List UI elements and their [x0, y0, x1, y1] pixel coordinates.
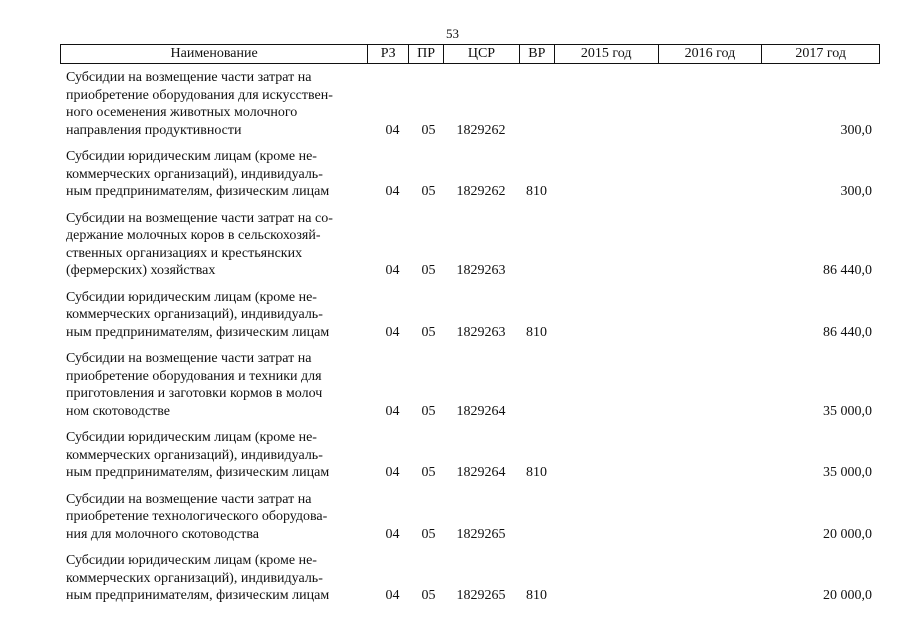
- row-name-line: ным предпринимателям, физическим лицам: [66, 588, 330, 603]
- row-pr: 05: [421, 122, 436, 138]
- page-number: 53: [446, 26, 459, 41]
- header-2015: 2015 год: [554, 45, 658, 63]
- row-name: [60, 210, 367, 280]
- header-2016: 2016 год: [658, 45, 762, 63]
- row-vr: 810: [526, 324, 547, 340]
- row-name-line: коммерческих организаций), индивидуаль-: [66, 447, 323, 463]
- row-csr: 1829264: [456, 465, 506, 480]
- row-pr: 05: [421, 403, 436, 419]
- row-name-line: коммерческих организаций), индивидуаль-: [66, 307, 323, 322]
- budget-table: [60, 44, 880, 614]
- row-name-line: ным предпринимателям, физическим лицам: [66, 184, 330, 199]
- row-name-line: держание молочных коров в сельскохозяй-: [66, 228, 321, 243]
- row-rz: 04: [385, 588, 400, 603]
- header-2017: 2017 год: [761, 45, 879, 63]
- row-y2017: 20 000,0: [823, 526, 872, 542]
- row-rz: 04: [385, 263, 400, 278]
- row-name-line: приобретение технологического оборудова-: [66, 509, 328, 524]
- header-vr: ВР: [519, 45, 554, 63]
- row-name-line: Субсидии юридическим лицам (кроме не-: [66, 430, 317, 445]
- row-name: [60, 429, 367, 482]
- row-pr: 05: [421, 263, 436, 278]
- row-y2017: 35 000,0: [823, 465, 872, 480]
- table-row: [60, 148, 880, 201]
- table-row: [60, 429, 880, 482]
- row-rz: 04: [385, 465, 400, 480]
- row-name: [60, 552, 367, 605]
- row-y2017: 86 440,0: [823, 324, 872, 340]
- row-y2017: 86 440,0: [823, 263, 872, 278]
- row-rz: 04: [385, 122, 400, 138]
- row-csr: 1829263: [456, 324, 506, 340]
- table-row: [60, 350, 880, 420]
- row-name-line: Субсидии на возмещение части затрат на: [66, 351, 312, 366]
- row-vr: 810: [526, 588, 547, 603]
- row-name-line: приобретение оборудования и техники для: [66, 368, 322, 384]
- row-csr: 1829264: [456, 403, 506, 419]
- header-name: Наименование: [170, 46, 258, 61]
- table-row: [60, 69, 880, 139]
- row-rz: 04: [385, 324, 400, 340]
- row-name-line: ном скотоводстве: [66, 403, 170, 419]
- row-rz: 04: [385, 526, 400, 542]
- row-y2017: 300,0: [840, 184, 872, 199]
- table-row: [60, 289, 880, 342]
- row-csr: 1829265: [456, 526, 506, 542]
- row-name-line: приобретение оборудования для искусствен-: [66, 87, 333, 103]
- row-name-line: (фермерских) хозяйствах: [66, 263, 216, 278]
- row-rz: 04: [385, 403, 400, 419]
- row-name-line: приготовления и заготовки кормов в молоч: [66, 386, 323, 401]
- row-pr: 05: [421, 465, 436, 480]
- row-y2017: 35 000,0: [823, 403, 872, 419]
- row-name: [60, 491, 367, 544]
- table-header: [60, 44, 880, 64]
- table-row: [60, 491, 880, 544]
- header-pr: ПР: [408, 45, 443, 63]
- row-y2017: 300,0: [840, 122, 872, 138]
- row-pr: 05: [421, 588, 436, 603]
- row-name-line: ния для молочного скотоводства: [66, 526, 259, 542]
- header-csr: ЦСР: [443, 45, 519, 63]
- row-csr: 1829263: [456, 263, 506, 278]
- row-vr: 810: [526, 184, 547, 199]
- row-name: [60, 69, 367, 139]
- table-body: [60, 69, 880, 605]
- row-name-line: Субсидии на возмещение части затрат на: [66, 491, 312, 507]
- table-row: [60, 210, 880, 280]
- row-csr: 1829262: [456, 122, 506, 138]
- row-name-line: Субсидии юридическим лицам (кроме не-: [66, 553, 317, 568]
- row-name: [60, 350, 367, 420]
- row-name-line: направления продуктивности: [66, 122, 242, 138]
- row-vr: 810: [526, 465, 547, 480]
- row-pr: 05: [421, 526, 436, 542]
- row-csr: 1829262: [456, 184, 506, 199]
- row-y2017: 20 000,0: [823, 588, 872, 603]
- row-name-line: ным предпринимателям, физическим лицам: [66, 324, 330, 340]
- row-name-line: коммерческих организаций), индивидуаль-: [66, 166, 323, 182]
- row-name-line: ного осеменения животных молочного: [66, 105, 298, 120]
- row-name: [60, 148, 367, 201]
- row-name-line: ным предпринимателям, физическим лицам: [66, 465, 330, 480]
- row-rz: 04: [385, 184, 400, 199]
- row-name-line: ственных организациях и крестьянских: [66, 245, 303, 261]
- row-pr: 05: [421, 324, 436, 340]
- row-pr: 05: [421, 184, 436, 199]
- row-name-line: Субсидии юридическим лицам (кроме не-: [66, 149, 317, 164]
- row-name-line: Субсидии на возмещение части затрат на: [66, 70, 312, 85]
- row-name-line: коммерческих организаций), индивидуаль-: [66, 570, 323, 586]
- header-rz: РЗ: [367, 45, 408, 63]
- row-csr: 1829265: [456, 588, 506, 603]
- row-name-line: Субсидии на возмещение части затрат на со-: [66, 210, 333, 226]
- row-name-line: Субсидии юридическим лицам (кроме не-: [66, 289, 317, 305]
- table-row: [60, 552, 880, 605]
- row-name: [60, 289, 367, 342]
